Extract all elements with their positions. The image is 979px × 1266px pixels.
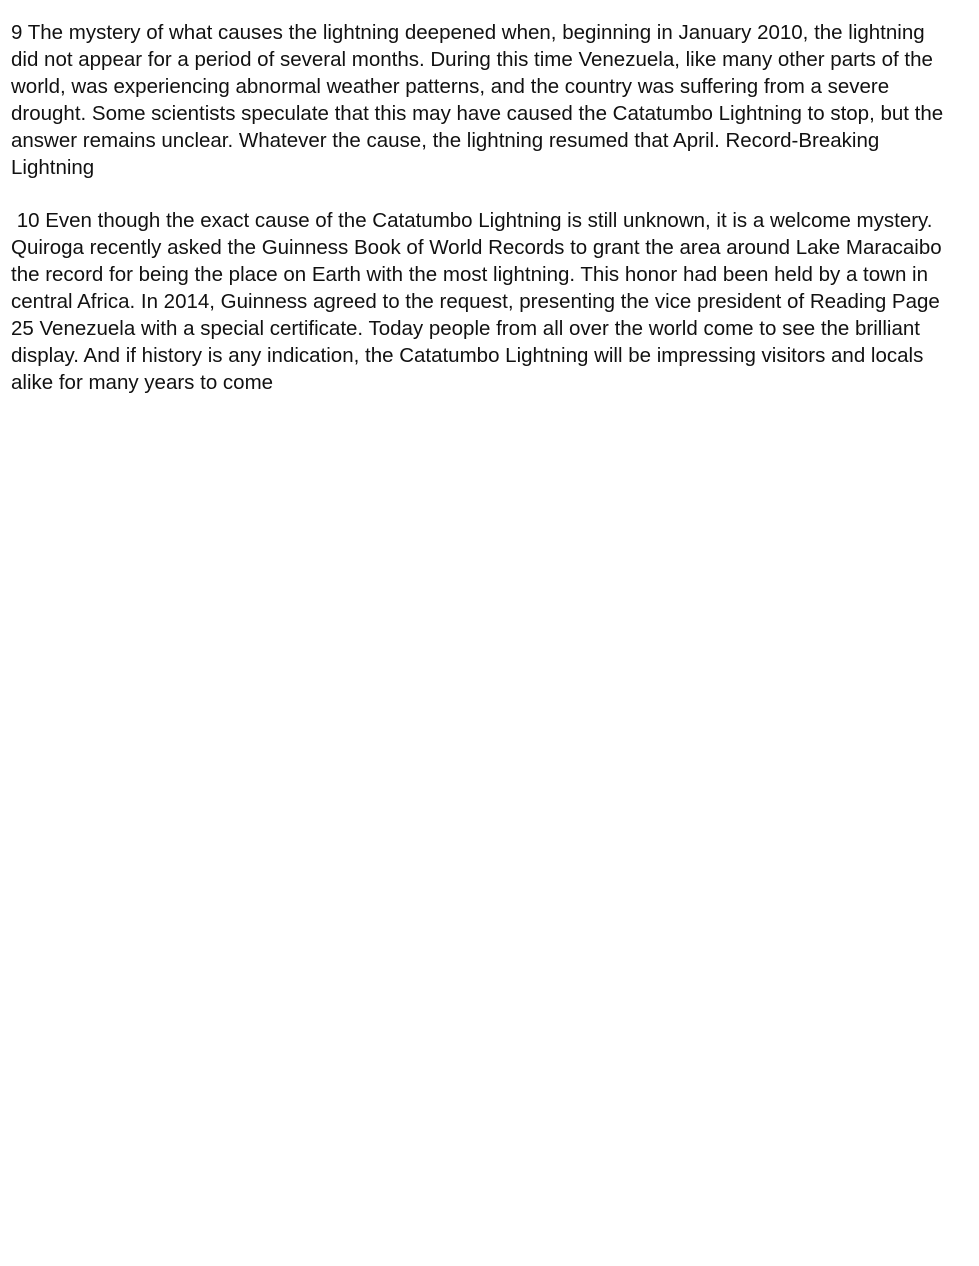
paragraph-spacer <box>11 181 956 208</box>
paragraph-9: 9 The mystery of what causes the lightning deepened when, beginning in January 2010, the lightning did not appear for a period of several months. During this time Venezuela, like many other parts of the world, was experiencing abnormal weather patterns, and the country was suffering from a severe drought. Some scientists speculate that this may have caused the Catatumbo Lightning to stop, but the answer remains unclear. Whatever the cause, the lightning resumed that April. Record-Breaking Lightning <box>11 21 949 179</box>
paragraph-10: 10 Even though the exact cause of the Catatumbo Lightning is still unknown, it is a welcome mystery. Quiroga recently asked the Guinness Book of World Records to grant the area around Lake Maracaibo the record for being the place on Earth with the most lightning. This honor had been held by a town in central Africa. In 2014, Guinness agreed to the request, presenting the vice president of Reading Page 25 Venezuela with a special certificate. Today people from all over the world come to see the brilliant display. And if history is any indication, the Catatumbo Lightning will be impressing visitors and locals alike for many years to come <box>11 209 948 394</box>
document-page <box>11 20 956 397</box>
